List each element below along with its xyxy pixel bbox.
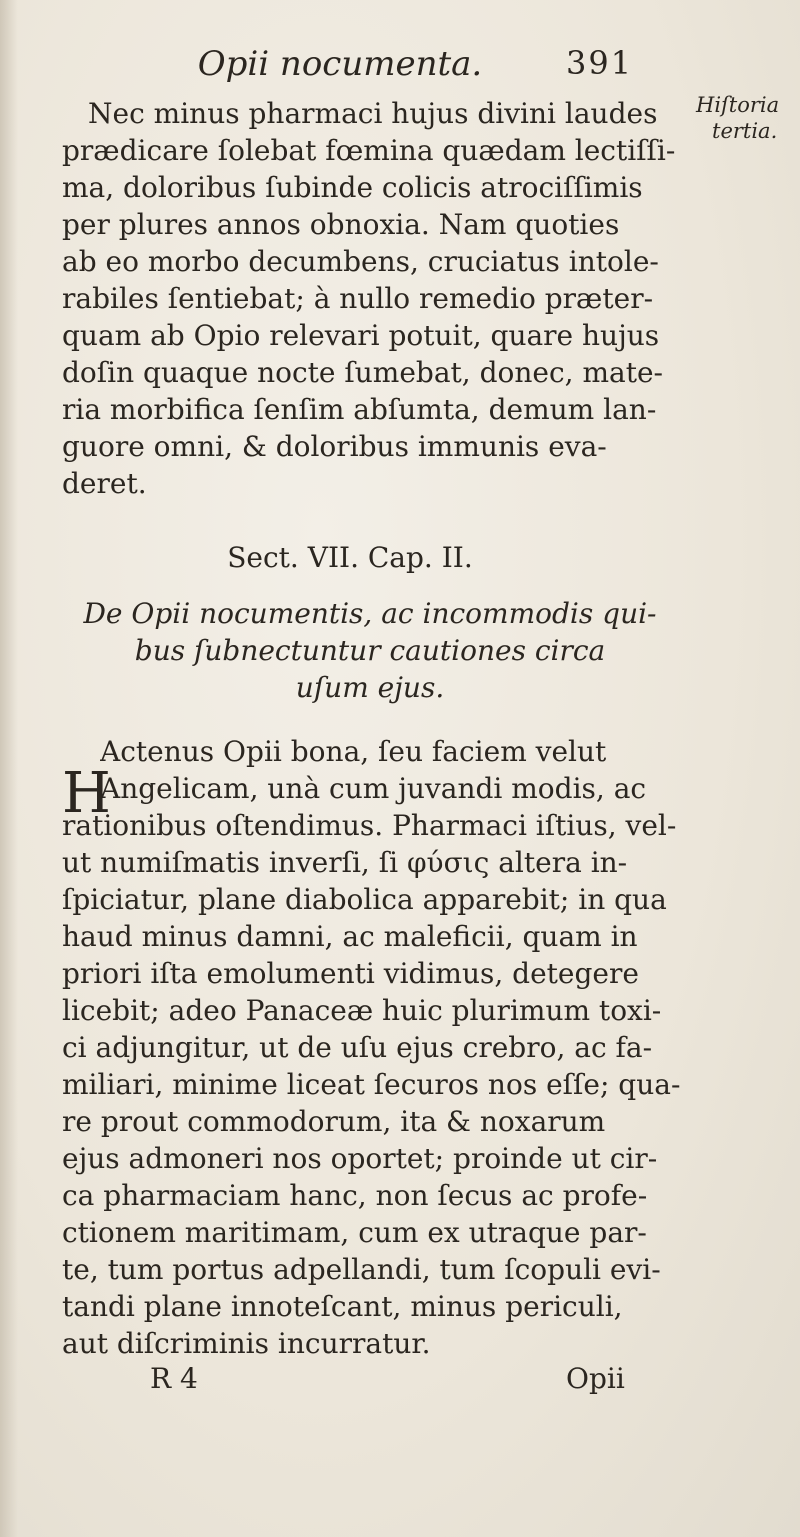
paragraph2-line: re prout commodorum, ita & noxarum [62, 1105, 606, 1138]
paragraph1-line: prædicare ſolebat fœmina quædam lectiſſi- [62, 134, 676, 167]
paragraph2-line: haud minus damni, ac maleficii, quam in [62, 920, 638, 953]
paragraph1-line: quam ab Opio relevari potuit, quare hujus [62, 319, 660, 352]
paragraph1-line: Nec minus pharmaci hujus divini laudes [88, 97, 658, 130]
paragraph2-line: ejus admoneri nos oportet; proinde ut cir- [62, 1142, 658, 1175]
paragraph1-line: deret. [62, 467, 147, 500]
paragraph2-line: ut numiſmatis inverſi, ſi φύσις altera in- [62, 846, 628, 879]
paragraph2-line: ci adjungitur, ut de uſu ejus crebro, ac fa- [62, 1031, 653, 1064]
paragraph2-line: aut diſcriminis incurratur. [62, 1327, 431, 1360]
catchword: Opii [566, 1362, 625, 1395]
paragraph1-line: ria morbifica ſenſim abſumta, demum lan- [62, 393, 657, 426]
paragraph2-line: Actenus Opii bona, ſeu faciem velut [100, 735, 607, 768]
drop-cap: H [62, 761, 111, 826]
paragraph2-line: ſpiciatur, plane diabolica apparebit; in qua [62, 883, 667, 916]
paragraph2-line: tandi plane innoteſcant, minus periculi, [62, 1290, 623, 1323]
chapter-subtitle-line: uſum ejus. [295, 671, 445, 704]
paragraph2-line: ctionem maritimam, cum ex utraque par- [62, 1216, 647, 1249]
page-number: 391 [566, 44, 634, 82]
paragraph1-line: ab eo morbo decumbens, cruciatus intole- [62, 245, 659, 278]
paragraph2-line: licebit; adeo Panaceæ huic plurimum toxi- [62, 994, 662, 1027]
paragraph2-line: Angelicam, unà cum juvandi modis, ac [100, 772, 647, 805]
paragraph2-line: te, tum portus adpellandi, tum ſcopuli evi- [62, 1253, 661, 1286]
chapter-subtitle-line: bus ſubnectuntur cautiones circa [134, 634, 606, 667]
page-gutter-shadow [0, 0, 18, 1537]
paragraph1-line: guore omni, & doloribus immunis eva- [62, 430, 607, 463]
section-heading: Sect. VII. Cap. II. [227, 541, 473, 574]
paragraph1-line: per plures annos obnoxia. Nam quoties [62, 208, 620, 241]
paragraph2-line: miliari, minime liceat ſecuros nos eſſe; qua- [62, 1068, 681, 1101]
running-title: Opii nocumenta. [197, 44, 483, 84]
paragraph1-line: rabiles ſentiebat; à nullo remedio præter- [62, 282, 654, 315]
signature-mark: R 4 [150, 1362, 198, 1395]
paragraph2-line: priori iſta emolumenti vidimus, detegere [62, 957, 639, 990]
chapter-subtitle-line: De Opii nocumentis, ac incommodis qui- [83, 597, 657, 630]
margin-note-historia: Hiſtoria [696, 93, 780, 117]
margin-note-tertia: tertia. [712, 119, 778, 143]
paragraph2-line: rationibus oſtendimus. Pharmaci iſtius, vel- [62, 809, 677, 842]
paragraph1-line: doſin quaque nocte ſumebat, donec, mate- [62, 356, 663, 389]
running-header [0, 44, 800, 94]
paragraph2-line: ca pharmaciam hanc, non ſecus ac profe- [62, 1179, 648, 1212]
paragraph1-line: ma, doloribus ſubinde colicis atrociſſimis [62, 171, 643, 204]
